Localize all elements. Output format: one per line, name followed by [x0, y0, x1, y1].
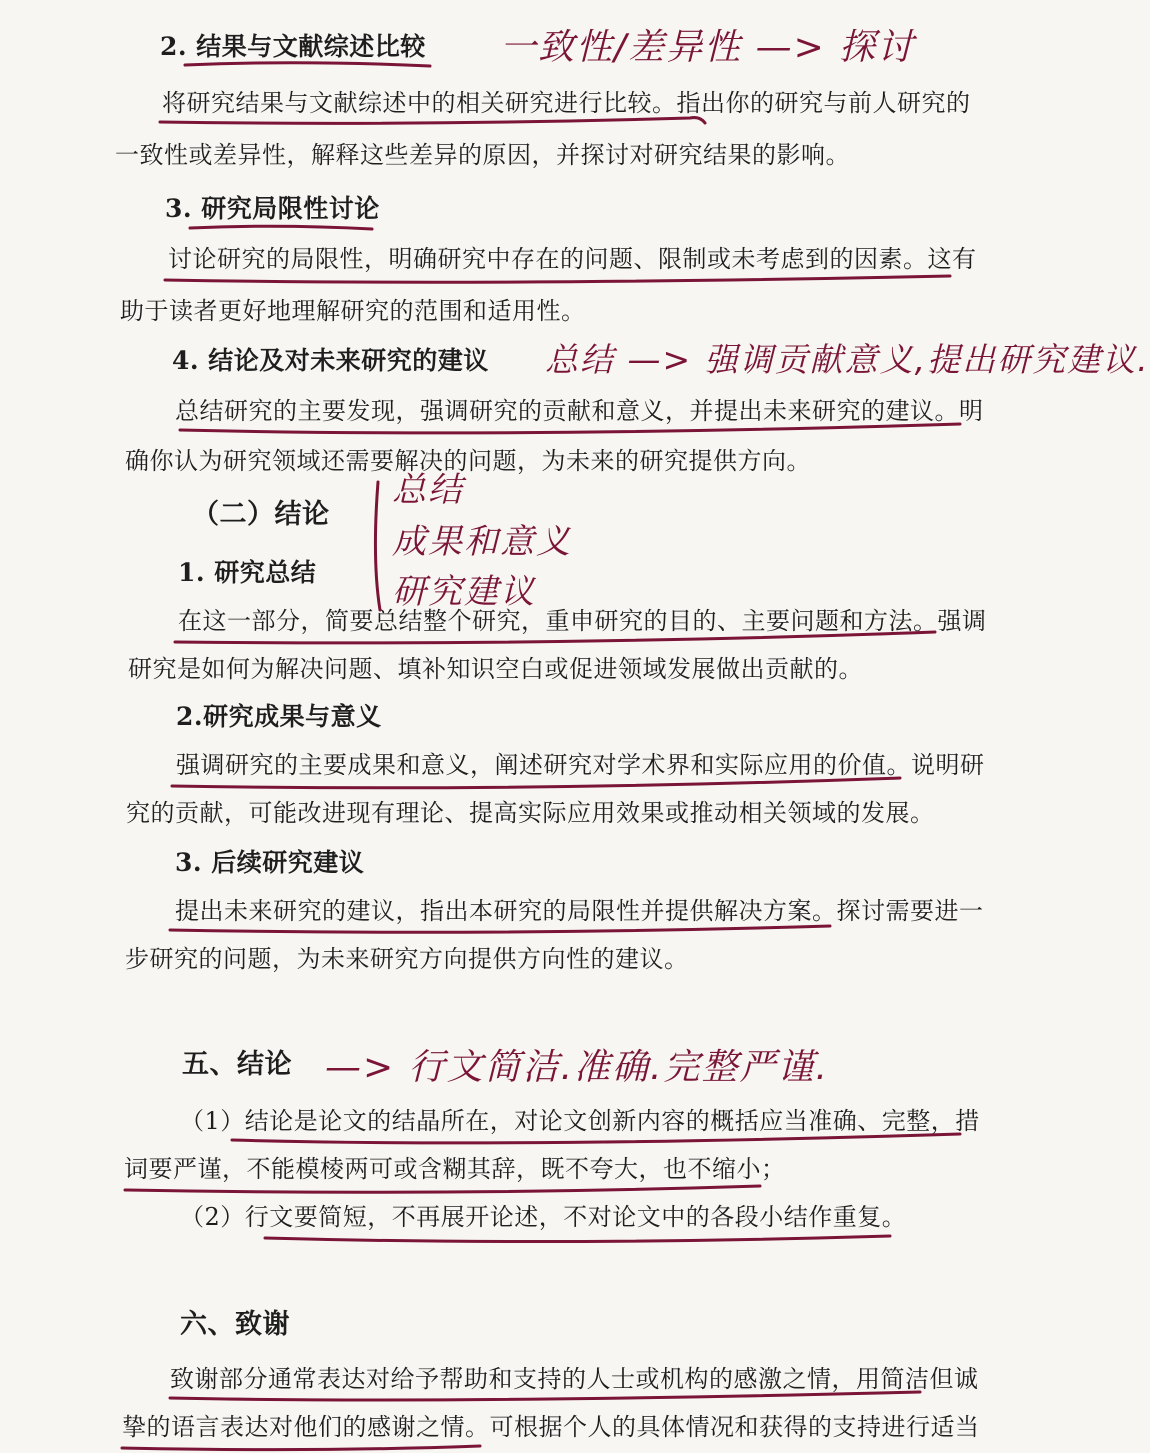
ink-underline — [265, 1236, 890, 1242]
ink-underline — [375, 482, 380, 610]
ink-underline — [122, 1446, 480, 1450]
paragraph-line: 总结研究的主要发现，强调研究的贡献和意义，并提出未来研究的建议。明 — [175, 397, 984, 425]
handwritten-note-concise: —> 行文简洁.准确.完整严谨. — [325, 1047, 829, 1088]
ink-underline — [125, 1186, 760, 1192]
paragraph-line: 强调研究的主要成果和意义，阐述研究对学术界和实际应用的价值。说明研 — [176, 751, 985, 779]
ink-underline — [190, 226, 372, 229]
handwritten-note-item: 总结 — [392, 470, 464, 510]
paragraph-line: 助于读者更好地理解研究的范围和适用性。 — [120, 297, 586, 325]
ink-underline — [170, 926, 830, 932]
section-heading-five-conclusion: 五、结论 — [182, 1049, 292, 1080]
ink-underline — [185, 63, 430, 66]
paragraph-line: 提出未来研究的建议，指出本研究的局限性并提供解决方案。探讨需要进一 — [175, 897, 984, 925]
subsection-heading-conclusion: （二）结论 — [192, 499, 330, 530]
handwritten-note-item: 成果和意义 — [392, 522, 572, 562]
paragraph-line: 研究是如何为解决问题、填补知识空白或促进领域发展做出贡献的。 — [128, 655, 863, 683]
paragraph-line: 讨论研究的局限性，明确研究中存在的问题、限制或未考虑到的因素。这有 — [168, 245, 977, 273]
paragraph-line: （2）行文要简短，不再展开论述，不对论文中的各段小结作重复。 — [180, 1203, 907, 1231]
handwritten-note-consistency: 一致性/差异性 —> 探讨 — [500, 27, 916, 68]
paragraph-line: 究的贡献，可能改进现有理论、提高实际应用效果或推动相关领域的发展。 — [126, 799, 935, 827]
paragraph-line: 挚的语言表达对他们的感谢之情。可根据个人的具体情况和获得的支持进行适当 — [122, 1413, 980, 1441]
paragraph-line: 确你认为研究领域还需要解决的问题，为未来的研究提供方向。 — [125, 447, 811, 475]
handwritten-note-summary: 总结 —> 强调贡献意义,提出研究建议. — [545, 340, 1150, 379]
paragraph-line: 步研究的问题，为未来研究方向提供方向性的建议。 — [125, 945, 689, 973]
paragraph-line: 一致性或差异性，解释这些差异的原因，并探讨对研究结果的影响。 — [115, 141, 850, 169]
paragraph-line: 将研究结果与文献综述中的相关研究进行比较。指出你的研究与前人研究的 — [162, 89, 971, 117]
paragraph-line: （1）结论是论文的结晶所在，对论文创新内容的概括应当准确、完整，措 — [180, 1107, 980, 1135]
item-heading-follow-up: 3. 后续研究建议 — [175, 848, 365, 877]
ink-underline — [160, 118, 705, 124]
paragraph-line: 词要严谨，不能模棱两可或含糊其辞，既不夸大，也不缩小； — [124, 1155, 786, 1183]
section-heading-six-acknowledgements: 六、致谢 — [180, 1309, 290, 1340]
paragraph-line: 致谢部分通常表达对给予帮助和支持的人士或机构的感激之情，用简洁但诚 — [170, 1365, 979, 1393]
item-heading-results-significance: 2.研究成果与意义 — [176, 702, 382, 731]
paragraph-line: 在这一部分，简要总结整个研究，重申研究的目的、主要问题和方法。强调 — [178, 607, 987, 635]
item-heading-research-summary: 1. 研究总结 — [178, 558, 317, 587]
section-heading-results-comparison: 2. 结果与文献综述比较 — [160, 32, 426, 61]
ink-underline — [165, 276, 950, 282]
section-heading-future-suggestions: 4. 结论及对未来研究的建议 — [172, 346, 489, 375]
section-heading-limitations: 3. 研究局限性讨论 — [165, 194, 380, 223]
handwritten-note-item: 研究建议 — [392, 572, 536, 612]
